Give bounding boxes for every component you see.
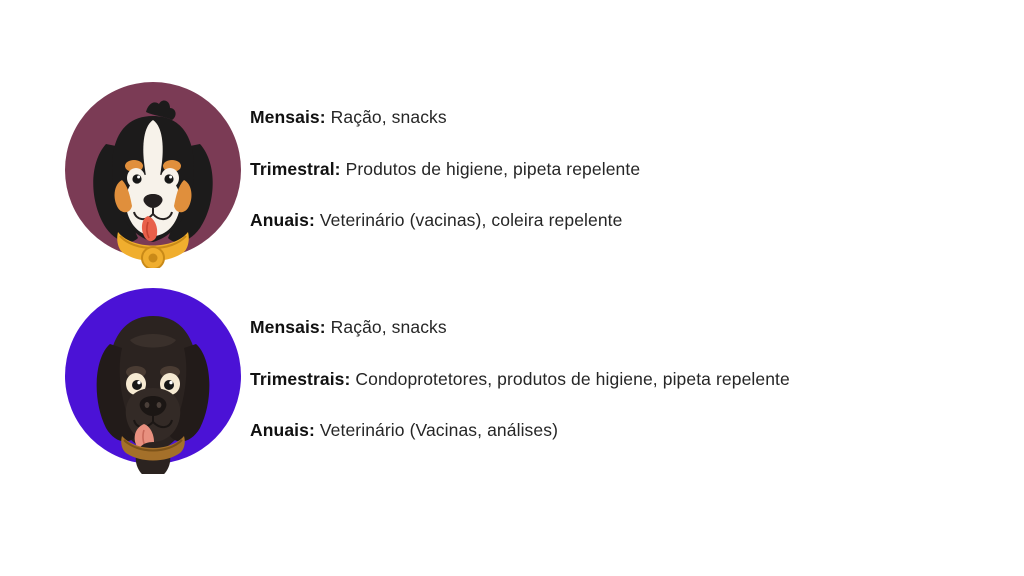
info-line-label: Mensais:	[250, 107, 326, 127]
info-line-label: Trimestrais:	[250, 368, 351, 389]
pet-text-column	[250, 288, 790, 443]
info-line-label: Anuais:	[250, 420, 315, 441]
info-line	[250, 368, 790, 392]
info-line-value: Veterinário (vacinas), coleira repelente	[319, 210, 623, 231]
bernese-dog-avatar-icon	[60, 82, 246, 268]
info-line	[250, 209, 640, 233]
info-line-value: Veterinário (Vacinas, análises)	[319, 420, 559, 441]
info-line-value: Produtos de higiene, pipeta repelente	[345, 158, 641, 179]
info-line	[250, 419, 790, 443]
info-line	[250, 158, 640, 182]
info-line-label: Mensais:	[250, 317, 326, 337]
info-line-value: Ração, snacks	[330, 317, 447, 337]
pet-text-column	[250, 82, 640, 233]
info-line-value: Condoprotetores, produtos de higiene, pipeta repelente	[355, 368, 790, 389]
pet-block	[60, 82, 640, 268]
info-line-value: Ração, snacks	[330, 107, 447, 127]
info-line	[250, 316, 790, 340]
pet-block	[60, 288, 790, 474]
black-labrador-dog-avatar-icon	[60, 288, 246, 474]
info-line-label: Anuais:	[250, 210, 315, 231]
info-line-label: Trimestral:	[250, 158, 341, 179]
info-line	[250, 106, 640, 130]
